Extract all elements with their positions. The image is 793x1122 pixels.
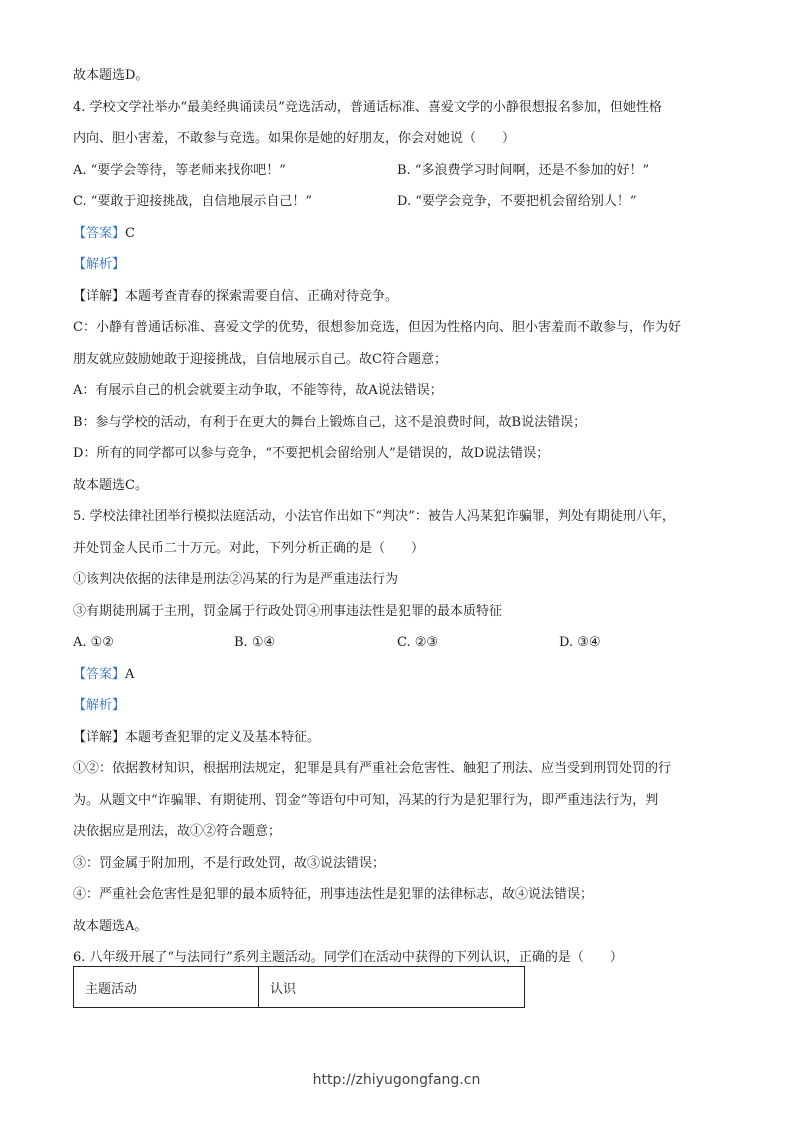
question-6-text: 6. 八年级开展了“与法同行”系列主题活动。同学们在活动中获得的下列认识，正确的是（ ） [73,950,623,965]
text-line: D：所有的同学都可以参与竞争，“不要把机会留给别人”是错误的，故D说法错误； [73,446,550,461]
table-row [74,967,525,1008]
text-line: ④：严重社会危害性是犯罪的最本质特征，刑事违法性是犯罪的法律标志，故④说法错误； [73,887,594,902]
question-5-text: 并处罚金人民币二十万元。对此，下列分析正确的是（ ） [73,541,425,556]
text-line: 为。从题文中“诈骗罪、有期徒刑、罚金”等语句中可知，冯某的行为是犯罪行为，即严重违法行为，判 [73,793,659,808]
text-line: ①该判决依据的法律是刑法②冯某的行为是严重违法行为 [73,572,399,587]
answer-label: 【答案】 [73,667,126,682]
q5-answer [73,667,733,683]
text-line: ①②：依据教材知识，根据刑法规定，犯罪是具有严重社会危害性、触犯了刑法、应当受到刑罚处罚的行 [73,761,672,776]
question-4-text: 内向、胆小害羞，不敢参与竞选。如果你是她的好朋友，你会对她说（ ） [73,131,516,146]
question-4-text: 4. 学校文学社举办“最美经典诵读员”竞选活动，普通话标准、喜爱文学的小静很想报名参加，但她性格 [73,100,662,115]
answer-label: 【答案】 [73,226,126,241]
q4-option-a: A. “要学会等待，等老师来找你吧！” [73,163,286,178]
question-5-text: 5. 学校法律社团举行模拟法庭活动，小法官作出如下“判决”：被告人冯某犯诈骗罪，判处有期徒刑八年， [73,509,675,524]
answer-value: C [125,226,135,241]
text-line: A：有展示自己的机会就要主动争取，不能等待，故A说法错误； [73,383,443,398]
analysis-label: 【解析】 [73,257,126,272]
text-line: 【详解】本题考查青春的探索需要自信、正确对待竞争。 [73,289,399,304]
q5-option-b: B. ①④ [234,635,276,650]
text-line: 【详解】本题考查犯罪的定义及基本特征。 [73,730,321,745]
text-line: 故本题选A。 [73,919,148,934]
footer-url: http://zhiyugongfang.cn [312,1072,481,1088]
text-line: B：参与学校的活动，有利于在更大的舞台上锻炼自己，这不是浪费时间，故B说法错误； [73,415,587,430]
q5-option-d: D. ③④ [559,635,601,650]
table-header-cell: 认识 [259,967,525,1008]
analysis-label: 【解析】 [73,698,126,713]
text-line: C：小静有普通话标准、喜爱文学的优势，很想参加竞选，但因为性格内向、胆小害羞而不敢参与，作为好 [73,320,681,335]
q4-option-b: B. “多浪费学习时间啊，还是不参加的好！” [397,163,650,178]
q5-option-c: C. ②③ [397,635,439,650]
text-line: 决依据应是刑法，故①②符合题意； [73,824,282,839]
q5-option-a: A. ①② [73,635,114,650]
text-line: ③有期徒刑属于主刑，罚金属于行政处罚④刑事违法性是犯罪的最本质特征 [73,604,503,619]
text-line: ③：罚金属于附加刑，不是行政处罚，故③说法错误； [73,856,386,871]
text-line: 故本题选C。 [73,478,148,493]
text-line: 故本题选D。 [73,68,149,83]
q4-option-d: D. “要学会竞争，不要把机会留给别人！” [397,194,637,209]
answer-value: A [125,667,135,682]
q4-answer [73,226,733,242]
text-line: 朋友就应鼓励她敢于迎接挑战，自信地展示自己。故C符合题意； [73,352,447,367]
theme-table [73,966,525,1008]
q4-option-c: C. “要敢于迎接挑战，自信地展示自己！” [73,194,313,209]
table-header-cell: 主题活动 [74,967,259,1008]
